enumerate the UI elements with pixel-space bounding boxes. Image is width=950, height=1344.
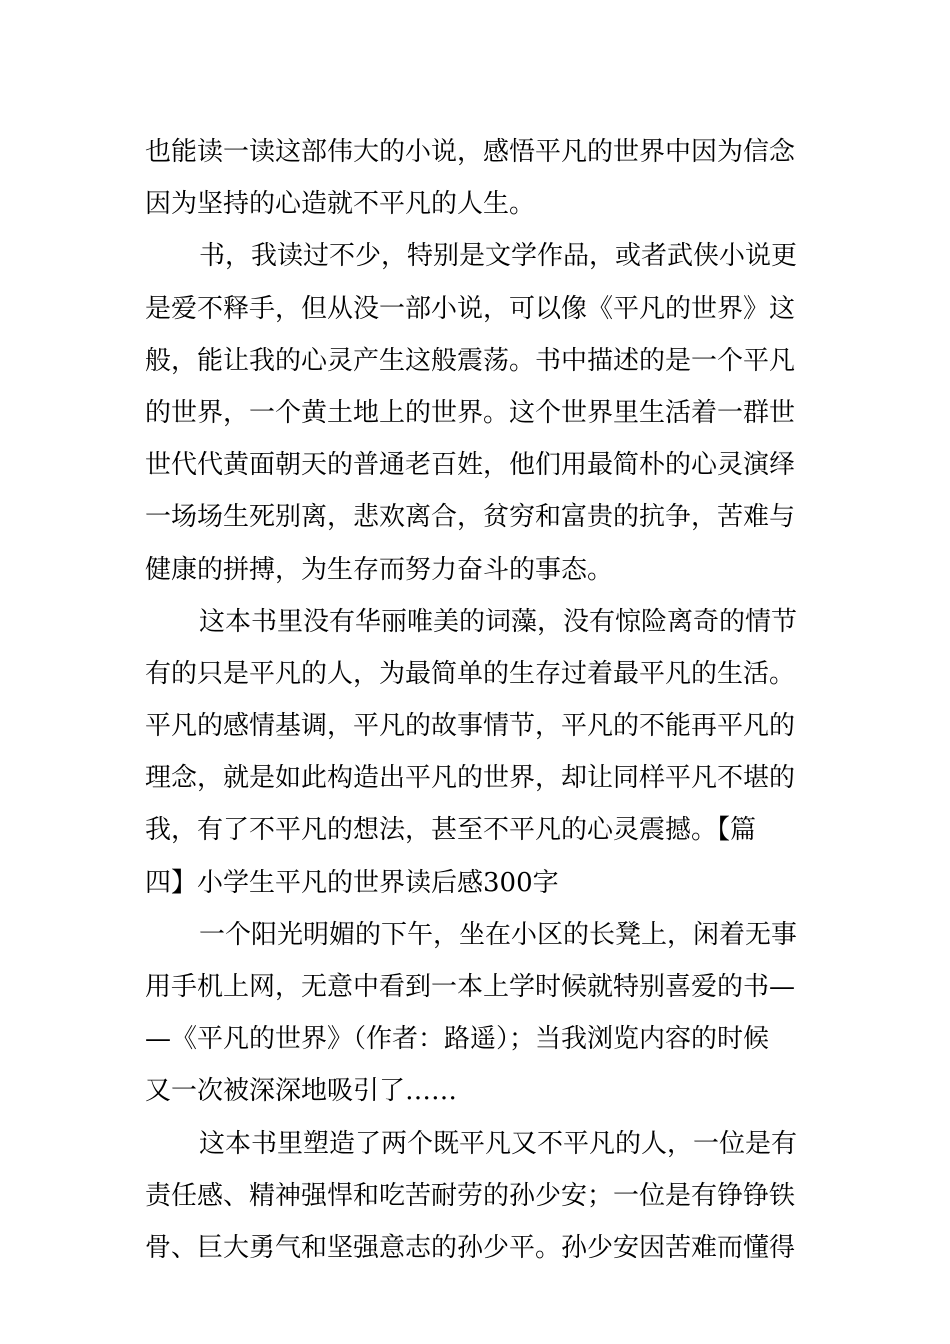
text-line: 四】小学生平凡的世界读后感300字: [145, 867, 559, 898]
text-line: 有的只是平凡的人，为最简单的生存过着最平凡的生活。: [145, 658, 796, 689]
text-line: 这本书里没有华丽唯美的词藻，没有惊险离奇的情节: [199, 606, 798, 637]
text-line: —《平凡的世界》（作者：路遥）；当我浏览内容的时候: [145, 1024, 770, 1055]
text-line: 平凡的感情基调，平凡的故事情节，平凡的不能再平凡的: [145, 711, 796, 742]
text-line: 健康的拼搏，为生存而努力奋斗的事态。: [145, 554, 614, 585]
text-line: 也能读一读这部伟大的小说，感悟平凡的世界中因为信念: [145, 137, 796, 167]
text-line: 理念，就是如此构造出平凡的世界，却让同样平凡不堪的: [145, 763, 796, 794]
body-text: [145, 126, 810, 1274]
text-line: 一个阳光明媚的下午，坐在小区的长凳上，闲着无事: [199, 919, 798, 950]
text-line: 又一次被深深地吸引了……: [145, 1076, 458, 1107]
text-line: 因为坚持的心造就不平凡的人生。: [145, 189, 536, 220]
text-line: 的世界，一个黄土地上的世界。这个世界里生活着一群世: [145, 397, 796, 428]
text-line: 般，能让我的心灵产生这般震荡。书中描述的是一个平凡: [145, 345, 796, 376]
text-line: 这本书里塑造了两个既平凡又不平凡的人，一位是有: [199, 1128, 798, 1159]
text-line: 用手机上网，无意中看到一本上学时候就特别喜爱的书—: [145, 972, 796, 1002]
text-line: 责任感、精神强悍和吃苦耐劳的孙少安；一位是有铮铮铁: [145, 1180, 796, 1211]
text-line: 一场场生死别离，悲欢离合，贫穷和富贵的抗争，苦难与: [145, 502, 796, 533]
text-line: 是爱不释手，但从没一部小说，可以像《平凡的世界》这: [145, 293, 796, 324]
text-line: 世代代黄面朝天的普通老百姓，他们用最简朴的心灵演绎: [145, 450, 796, 481]
text-line: 书，我读过不少，特别是文学作品，或者武侠小说更: [199, 241, 798, 272]
text-line: 骨、巨大勇气和坚强意志的孙少平。孙少安因苦难而懂得: [145, 1232, 796, 1263]
text-line: 我，有了不平凡的想法，甚至不平凡的心灵震撼。【篇: [145, 815, 757, 846]
